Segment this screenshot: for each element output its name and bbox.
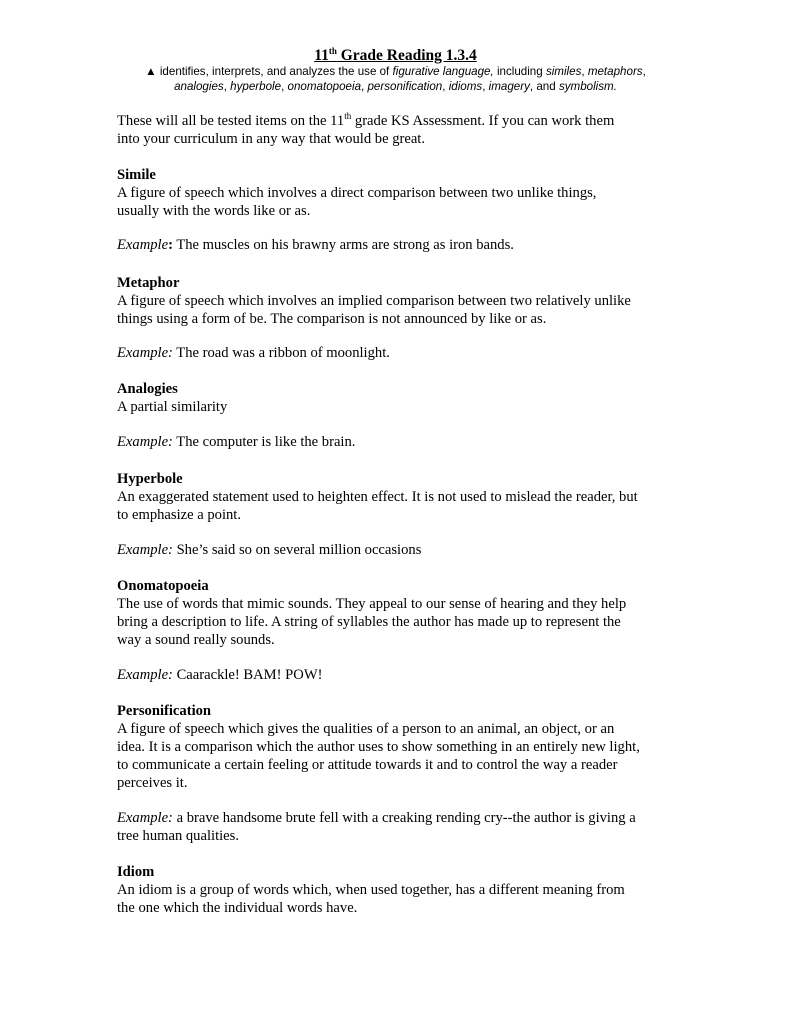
analogies-example [117, 433, 677, 451]
hyperbole-definition-line: to emphasize a point. [117, 507, 242, 523]
metaphor-definition-line: A figure of speech which involves an implied comparison between two relatively unlike [117, 293, 631, 309]
title-number: 11 [314, 47, 329, 64]
analogies-heading: Analogies [117, 381, 178, 397]
standard-line-2-run-1: , [223, 80, 231, 93]
intro-line-2: into your curriculum in any way that would be great. [117, 131, 426, 147]
standard-line-2-run-9: , [482, 80, 489, 93]
example-text: She’s said so on several million occasions [172, 542, 422, 558]
simile-heading: Simile [117, 167, 156, 183]
example-text: The computer is like the brain. [172, 434, 356, 450]
title-text: Grade Reading 1.3.4 [336, 47, 477, 64]
standard-line-1-run-6: , [642, 65, 646, 78]
section-personification [117, 702, 677, 792]
onomatopoeia-heading: Onomatopoeia [117, 578, 209, 594]
standard-line-1-run-5: metaphors [587, 65, 643, 78]
simile-definition-line: A figure of speech which involves a direct comparison between two unlike things, [117, 185, 597, 201]
standard-line-2-run-3: , [281, 80, 288, 93]
example-text: The muscles on his brawny arms are strong as iron bands. [172, 237, 514, 253]
triangle-bullet-icon: ▲ [145, 65, 157, 78]
standard-line-2-run-7: , [442, 80, 449, 93]
intro-line-1 [117, 112, 677, 130]
personification-example [117, 809, 677, 845]
example-label: Example: [117, 810, 173, 826]
onomatopoeia-definition-line: bring a description to life. A string of syllables the author has made up to represent the [117, 614, 621, 630]
intro-text-a: These will all be tested items on the 11 [117, 113, 345, 129]
section-metaphor [117, 274, 677, 328]
standard-line-1-run-4: , [581, 65, 588, 78]
hyperbole-example [117, 541, 677, 559]
example-label: Example: [117, 434, 173, 450]
section-idiom [117, 863, 677, 917]
section-analogies [117, 380, 677, 416]
section-simile [117, 166, 677, 220]
personification-definition-line: A figure of speech which gives the qualities of a person to an animal, an object, or an [117, 721, 615, 737]
standard-line-1-text [157, 65, 646, 78]
example-label: Example: [117, 667, 173, 683]
metaphor-example [117, 344, 677, 362]
example-label: Example: [117, 542, 173, 558]
section-hyperbole [117, 470, 677, 524]
standard-line-2-run-12: symbolism. [558, 80, 617, 93]
intro-text-b: grade KS Assessment. If you can work them [351, 113, 615, 129]
page-title [0, 47, 791, 65]
intro-superscript: th [344, 111, 352, 122]
onomatopoeia-definition-line: way a sound really sounds. [117, 632, 275, 648]
standard-line-1-run-0: identifies, interprets, and analyzes the use of [156, 65, 393, 78]
standard-line-1-run-1: figurative language, [392, 65, 494, 78]
idiom-definition-line: the one which the individual words have. [117, 900, 358, 916]
intro-paragraph [117, 112, 677, 148]
simile-definition-line: usually with the words like or as. [117, 203, 311, 219]
standard-line-2-run-10: imagery [488, 80, 530, 93]
metaphor-definition-line: things using a form of be. The comparison is not announced by like or as. [117, 311, 547, 327]
metaphor-heading: Metaphor [117, 275, 180, 291]
standard-line-1-run-3: similes [545, 65, 582, 78]
standard-line-2-run-2: hyperbole [230, 80, 282, 93]
example-label: Example [117, 237, 169, 253]
example-text: The road was a ribbon of moonlight. [172, 345, 390, 361]
simile-example [117, 236, 677, 254]
standard-line-2-run-6: personification [367, 80, 443, 93]
onomatopoeia-definition-line: The use of words that mimic sounds. They appeal to our sense of hearing and they help [117, 596, 627, 612]
standard-line-2-run-5: , [361, 80, 368, 93]
example-colon: : [168, 237, 173, 253]
hyperbole-definition-line: An exaggerated statement used to heighten effect. It is not used to mislead the reader, but [117, 489, 638, 505]
idiom-heading: Idiom [117, 864, 155, 880]
standard-line-2-run-8: idioms [448, 80, 483, 93]
section-onomatopoeia [117, 577, 677, 649]
personification-definition-line: to communicate a certain feeling or attitude towards it and to control the way a reader [117, 757, 618, 773]
example-text: a brave handsome brute fell with a creaking rending cry--the author is giving a [172, 810, 636, 826]
idiom-definition-line: An idiom is a group of words which, when used together, has a different meaning from [117, 882, 625, 898]
example-label: Example: [117, 345, 173, 361]
analogies-definition-line: A partial similarity [117, 399, 228, 415]
standard-line-2 [80, 79, 711, 94]
onomatopoeia-example [117, 666, 677, 684]
standard-line-2-run-0: analogies [174, 80, 224, 93]
example-text-continued: tree human qualities. [117, 828, 239, 844]
standard-line-1 [80, 64, 711, 79]
standard-line-1-run-2: including [493, 65, 546, 78]
standard-line-2-run-11: , and [529, 80, 559, 93]
personification-definition-line: idea. It is a comparison which the author uses to show something in an entirely new light, [117, 739, 640, 755]
title-superscript: th [328, 45, 337, 56]
hyperbole-heading: Hyperbole [117, 471, 183, 487]
standard-line-2-run-4: onomatopoeia [287, 80, 362, 93]
personification-heading: Personification [117, 703, 212, 719]
personification-definition-line: perceives it. [117, 775, 188, 791]
example-text: Caarackle! BAM! POW! [172, 667, 323, 683]
standard-description [80, 64, 711, 94]
